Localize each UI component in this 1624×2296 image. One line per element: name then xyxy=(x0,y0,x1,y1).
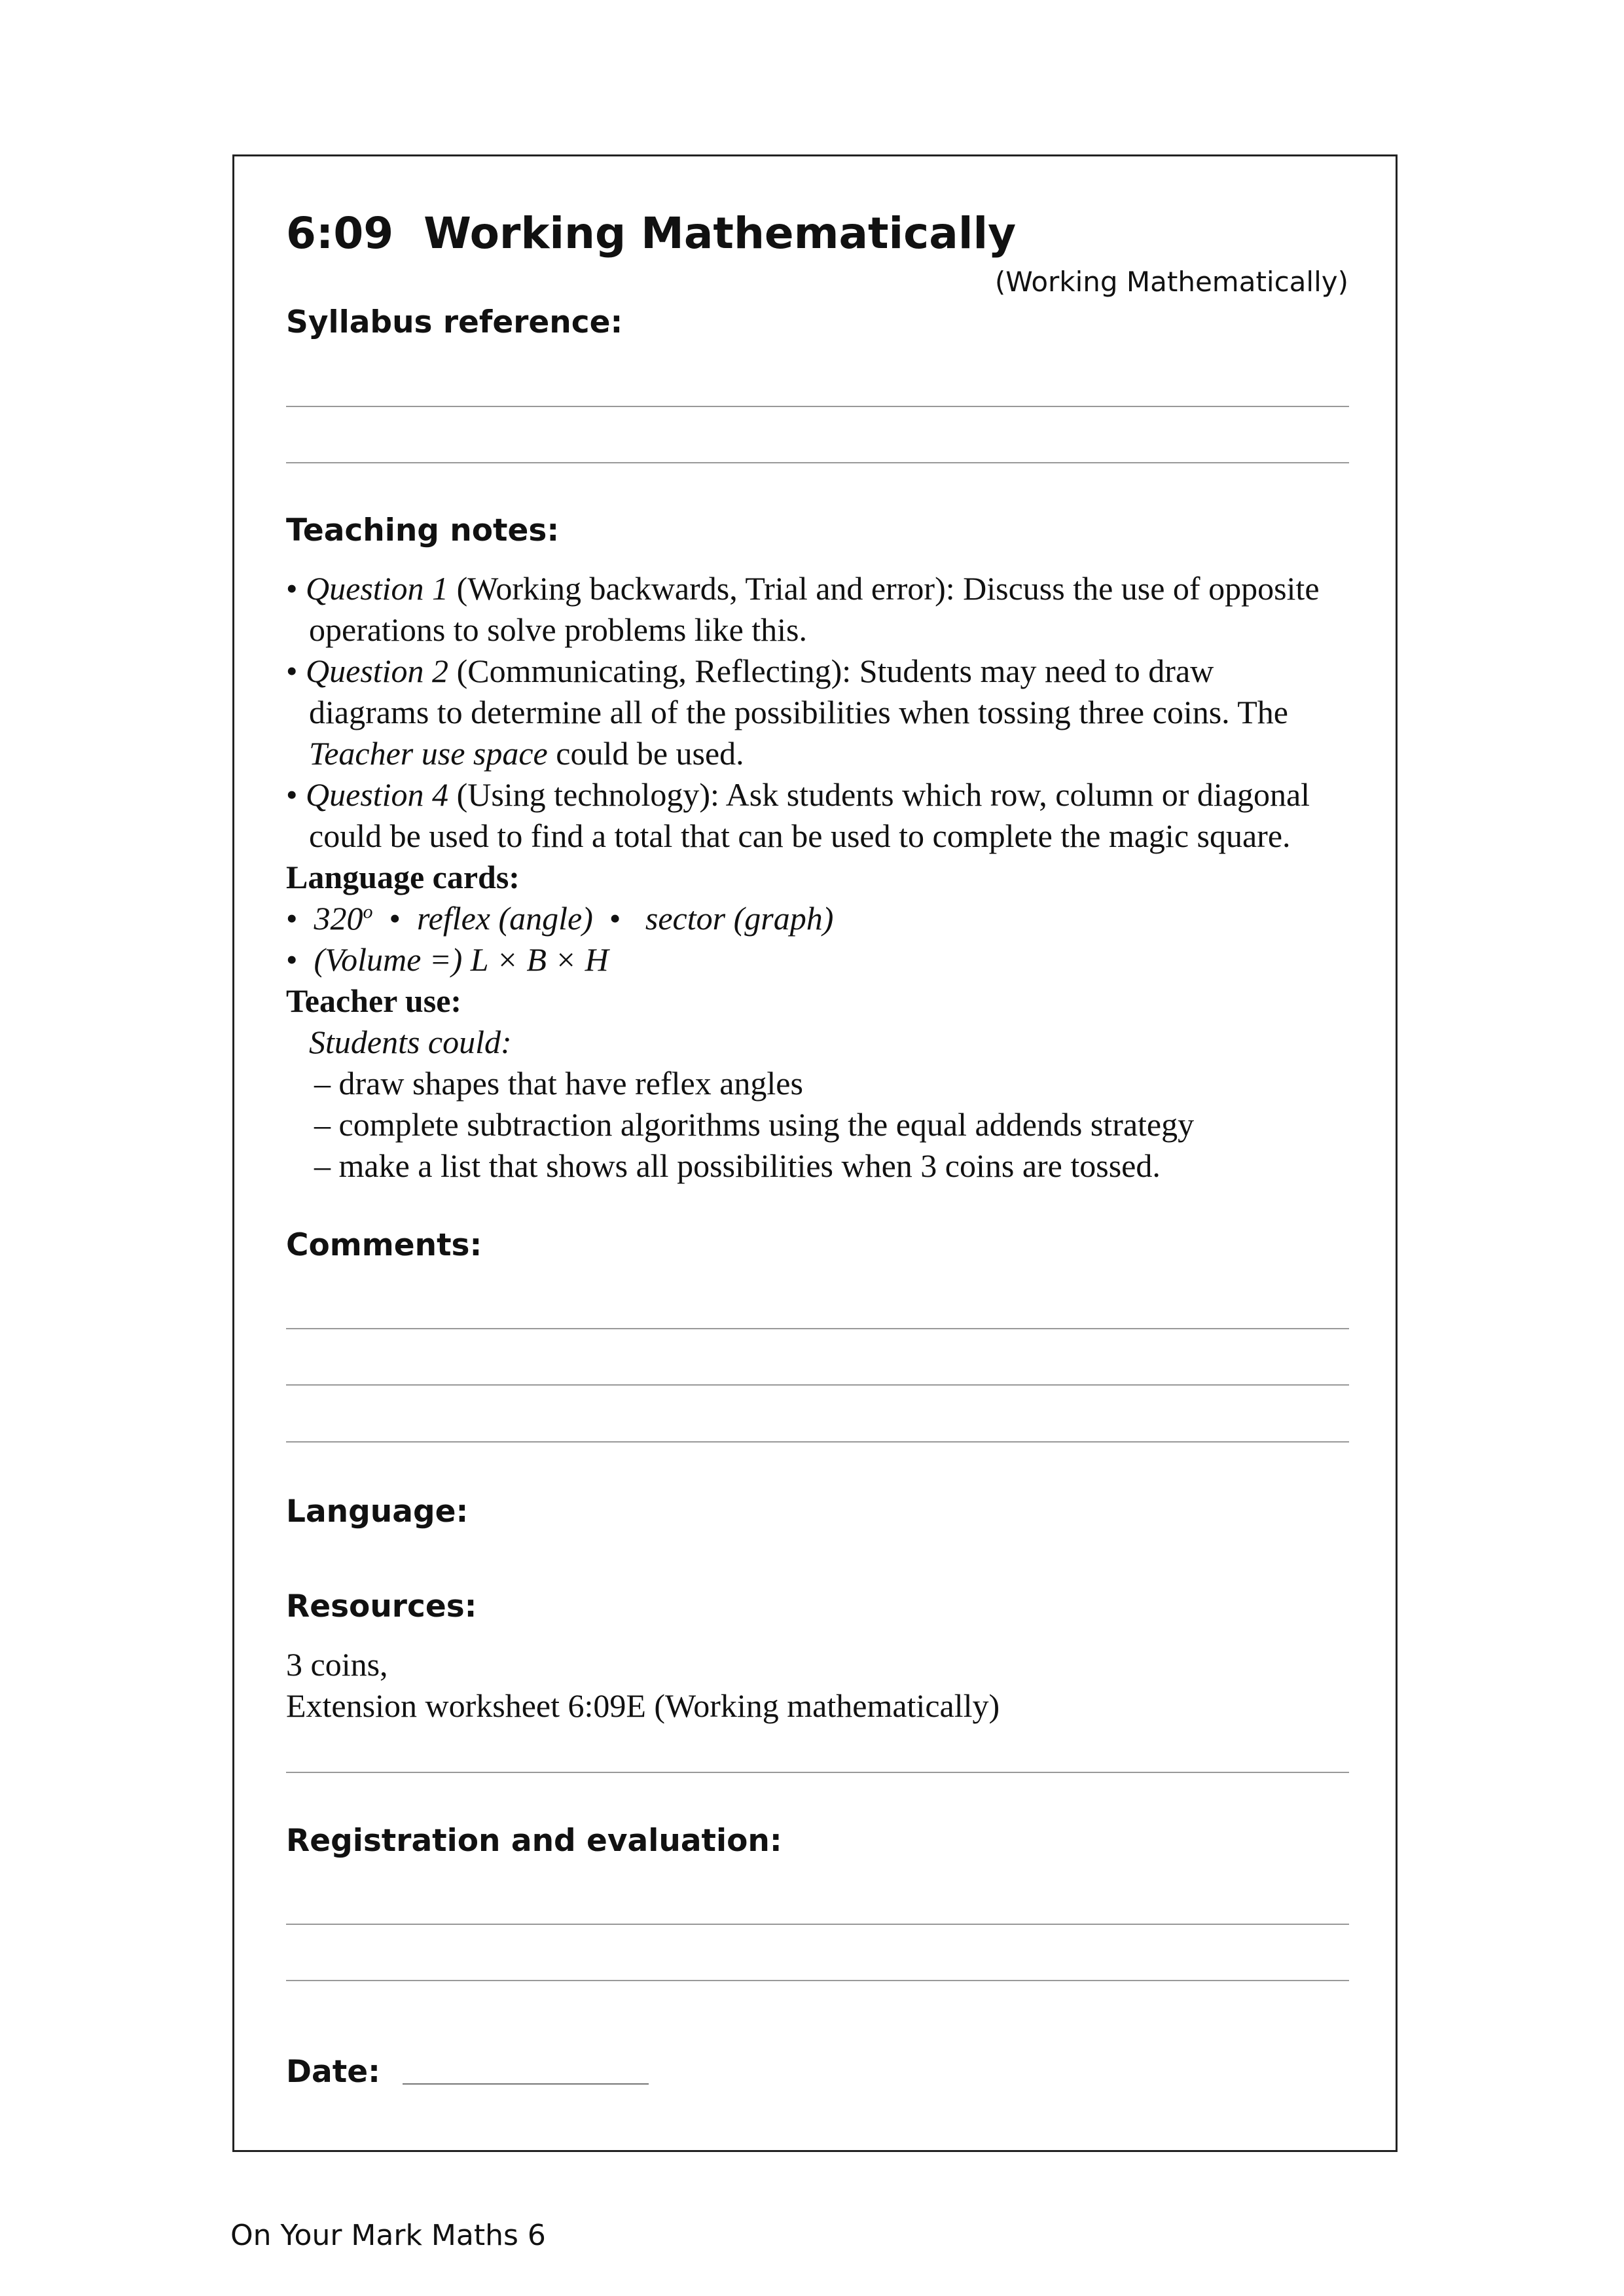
language-cards-heading: Language cards: xyxy=(286,859,520,895)
date-heading: Date: xyxy=(286,2054,380,2090)
comments-line-1 xyxy=(286,1328,1349,1329)
syllabus-heading: Syllabus reference: xyxy=(286,304,623,340)
resource-line-2: Extension worksheet 6:09E (Working mathematically) xyxy=(286,1687,1000,1724)
note-question-2-cont-2: Teacher use space could be used. xyxy=(309,735,744,772)
teaching-notes-heading: Teaching notes: xyxy=(286,512,560,548)
page-title: 6:09 Working Mathematically xyxy=(286,208,1017,259)
note-question-4: • Question 4 (Using technology): Ask students which row, column or diagonal xyxy=(286,776,1310,813)
note-question-2: • Question 2 (Communicating, Reflecting): Students may need to draw xyxy=(286,653,1214,689)
registration-line-2 xyxy=(286,1980,1349,1981)
footer-text: On Your Mark Maths 6 xyxy=(230,2219,546,2252)
note-question-1: • Question 1 (Working backwards, Trial and error): Discuss the use of opposite xyxy=(286,570,1320,607)
page-subtitle: (Working Mathematically) xyxy=(994,266,1348,298)
language-cards-line-2: • (Volume =) L × B × H xyxy=(286,941,609,978)
language-heading: Language: xyxy=(286,1494,469,1530)
syllabus-line-1 xyxy=(286,406,1349,407)
teacher-use-item: – draw shapes that have reflex angles xyxy=(314,1065,803,1102)
note-question-2-cont: diagrams to determine all of the possibilities when tossing three coins. The xyxy=(309,694,1288,730)
comments-line-3 xyxy=(286,1441,1349,1443)
syllabus-line-2 xyxy=(286,462,1349,463)
registration-heading: Registration and evaluation: xyxy=(286,1823,782,1859)
resource-line-1: 3 coins, xyxy=(286,1646,388,1683)
date-field-line xyxy=(403,2083,649,2085)
note-question-1-cont: operations to solve problems like this. xyxy=(309,611,808,648)
comments-heading: Comments: xyxy=(286,1227,482,1263)
teacher-use-intro: Students could: xyxy=(309,1024,512,1060)
resources-line xyxy=(286,1772,1349,1773)
registration-line-1 xyxy=(286,1924,1349,1925)
note-question-4-cont: could be used to find a total that can be used to complete the magic square. xyxy=(309,817,1291,854)
teacher-use-item: – make a list that shows all possibilities when 3 coins are tossed. xyxy=(314,1147,1161,1184)
language-cards-line-1: • 320$^o$ • reflex (angle) • sector (graph) xyxy=(286,900,834,937)
resources-heading: Resources: xyxy=(286,1588,477,1624)
comments-line-2 xyxy=(286,1384,1349,1386)
teacher-use-heading: Teacher use: xyxy=(286,982,462,1019)
teacher-use-item: – complete subtraction algorithms using the equal addends strategy xyxy=(314,1106,1195,1143)
